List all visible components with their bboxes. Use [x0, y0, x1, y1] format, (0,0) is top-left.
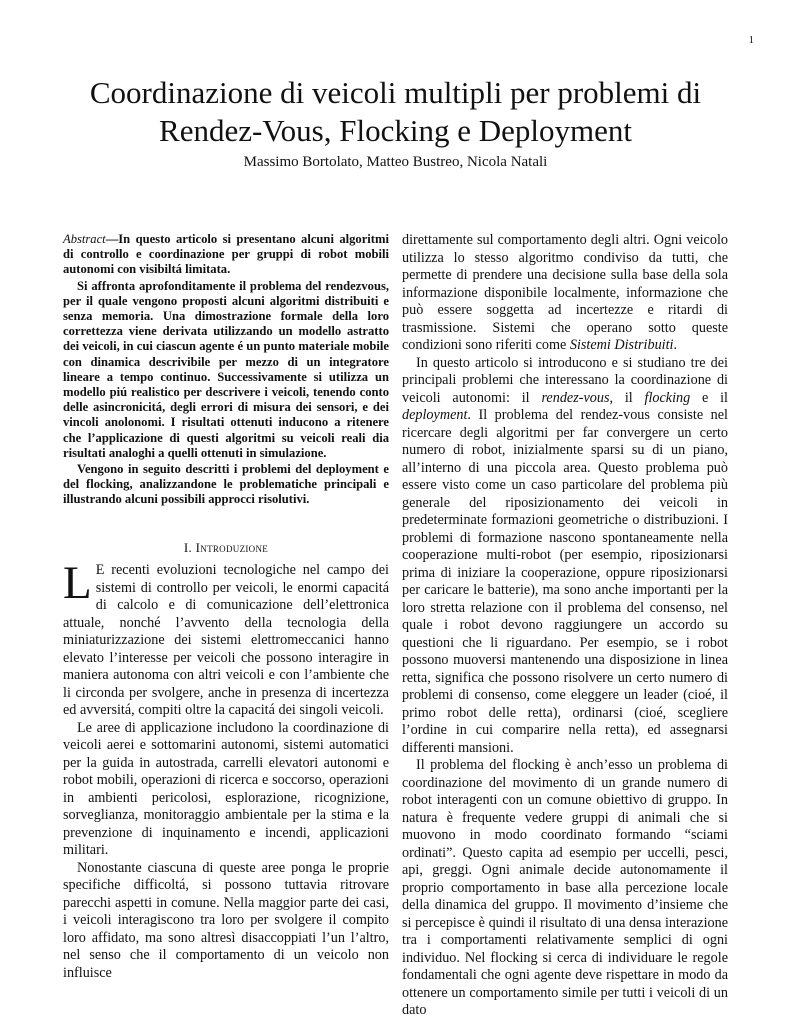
intro-paragraph-2: Le aree di applicazione includono la coordinazione di veicoli aerei e sottomarini autonomi, sistemi automatici per la guida in autostrada, carrelli elevatori autonomi e robot mobili, operazioni di ricerca e soccorso, operazioni in ambienti pericolosi, esplorazione, ricognizione, sorveglianza, monitoraggio ambientale per la stima e la prevenzione di inquinamento e incendi, applicazioni militari.: [63, 719, 389, 859]
title-line-1: Coordinazione di veicoli multipli per problemi di: [89, 75, 702, 110]
section-heading: [63, 539, 389, 557]
term-flocking: flocking: [644, 389, 691, 406]
intro-paragraph-1-text: E recenti evoluzioni tecnologiche nel campo dei sistemi di controllo per veicoli, le enormi capacitá di calcolo e di comunicazione dell’elettronica attuale, nonché l’avvento della tecnologia della miniaturizzazione dei sistemi elettromeccanici hanno elevato l’interesse per veicoli che possono interagire in maniera autonoma con altri veicoli e con l’ambiente che li circonda per svolgere, anche in presenza di incertezza ed avversitá, compiti oltre la capacitá dei singoli veicoli.: [63, 562, 389, 719]
intro-p4-c: e il: [690, 389, 729, 406]
right-column: [402, 232, 728, 1020]
page-number: 1: [748, 34, 754, 46]
intro-paragraph-3-cont-text: direttamente sul comportamento degli altri. Ogni veicolo utilizza lo stesso algoritmo condiviso da tutti, che permette di prendere una decisione sulla base della sola informazione disponibile localmente, informazione che può essere soggetta ad incertezze e ritardi di trasmissione. Sistemi che operano sotto queste condizioni sono riferiti come: [402, 232, 728, 353]
abstract-dash: —: [105, 232, 119, 246]
abstract-paragraph-1: [63, 232, 389, 278]
drop-cap: L: [63, 557, 92, 610]
intro-paragraph-5: Il problema del flocking è anch’esso un problema di coordinazione del movimento di un grande numero di robot interagenti con un comune obiettivo di gruppo. In natura è frequente vedere gruppi di animali che si muovono in modo coordinato formando “sciami ordinati”. Questo capita ad esempio per uccelli, pesci, api, greggi. Ogni animale decide autonomamente il proprio comportamento in base alla percezione locale della dinamica del gruppo. Il movimento d’insieme che si percepisce è quindi il risultato di una densa interazione tra i comportamenti relativamente semplici di ogni individuo. Nel flocking si cerca di individuare le regole fondamentali che ogni agente deve rispettare in modo da ottenere un comportamento simile per tutti i veicoli di un dato: [402, 757, 728, 1018]
term-rendez-vous: rendez-vous: [541, 389, 610, 406]
intro-paragraph-1: [63, 557, 389, 720]
title-line-2: Rendez-Vous, Flocking e Deployment: [159, 113, 632, 148]
intro-p4-a: In questo articolo si introducono e si studiano tre dei principali problemi che interessano la coordinazione di veicoli autonomi: il: [402, 354, 728, 406]
section-number: I.: [183, 539, 193, 555]
abstract-label: Abstract: [63, 232, 106, 246]
abstract-paragraph-2: Si affronta aprofonditamente il problema del rendezvous, per il quale vengono proposti alcuni algoritmi distribuiti e senza memoria. Una dimostrazione formale della loro correttezza viene derivata utilizzando un modello astratto dei veicoli, in cui ciascun agente é un punto materiale mobile con dinamica descrivibile per mezzo di un integratore lineare a tempo continuo. Successivamente si utilizza un modello piú realistico per descrivere i veicoli, tenendo conto delle asincronicitá, degli errori di misura dei sensori, e dei vincoli anolonomi. I risultati ottenuti inducono a ritenere che l’applicazione di questi algoritmi su veicoli reali dia risultati analoghi a quelli ottenuti in simulazione.: [63, 278, 389, 460]
left-column: [63, 232, 389, 982]
abstract-text-1: In questo articolo si presentano alcuni algoritmi di controllo e coordinazione per gruppi di robot mobili autonomi con visibiltá limitata.: [63, 232, 389, 277]
abstract-paragraph-3: Vengono in seguito descritti i problemi del deployment e del flocking, analizzandone le problematiche principali e illustrando alcuni possibili approcci risolutivi.: [63, 462, 389, 507]
intro-paragraph-3: Nonostante ciascuna di queste aree ponga le proprie specifiche difficoltá, si possono tuttavia ritrovare parecchi aspetti in comune. Nella maggior parte dei casi, i veicoli interagiscono tra loro per svolgere il compito loro affidato, ma sono altresì disaccoppiati l’un l’altro, nel senso che il comportamento di un veicolo non influisce: [63, 859, 389, 981]
intro-paragraph-4: [402, 355, 728, 758]
section-title: Introduzione: [195, 539, 269, 555]
authors: Massimo Bortolato, Matteo Bustreo, Nicola Natali: [243, 154, 548, 170]
distributed-systems-term: Sistemi Distribuiti: [569, 337, 674, 353]
term-deployment: deployment: [402, 407, 468, 423]
paper-title: [0, 74, 791, 150]
intro-paragraph-3-end: .: [673, 337, 678, 353]
intro-p4-d: . Il problema del rendez-vous consiste nel ricercare degli algoritmi per far convergere un certo numero di robot, inizialmente sparsi su di un piano, all’interno di una piccola area. Questo problema può essere visto come un caso particolare del problema più generale del riposizionamento dei veicoli in predeterminate formazioni geometriche o distribuzioni. I problemi di formazione nascono spontaneamente nella cooperazione multi-robot (per esempio, riposizionarsi prima di iniziare la cooperazione, oppure riposizionarsi per caricare le batterie), ma sono anche importanti per la loro stretta relazione con il problema del consenso, nel quale i robot devono raggiungere un accordo su questioni che li riguardano. Per esempio, se i robot possono muoversi mantenendo una disposizione in linea retta, significa che possono risolvere un certo numero di problemi di consenso, come eleggere un leader (cioé, il primo robot delle retta), ordinarsi (cioé, scegliere l’ordine in cui comparire nella retta), ed assegnarsi differenti mansioni.: [402, 407, 728, 756]
intro-p4-b: , il: [609, 389, 645, 406]
intro-paragraph-3-continued: [402, 232, 728, 355]
